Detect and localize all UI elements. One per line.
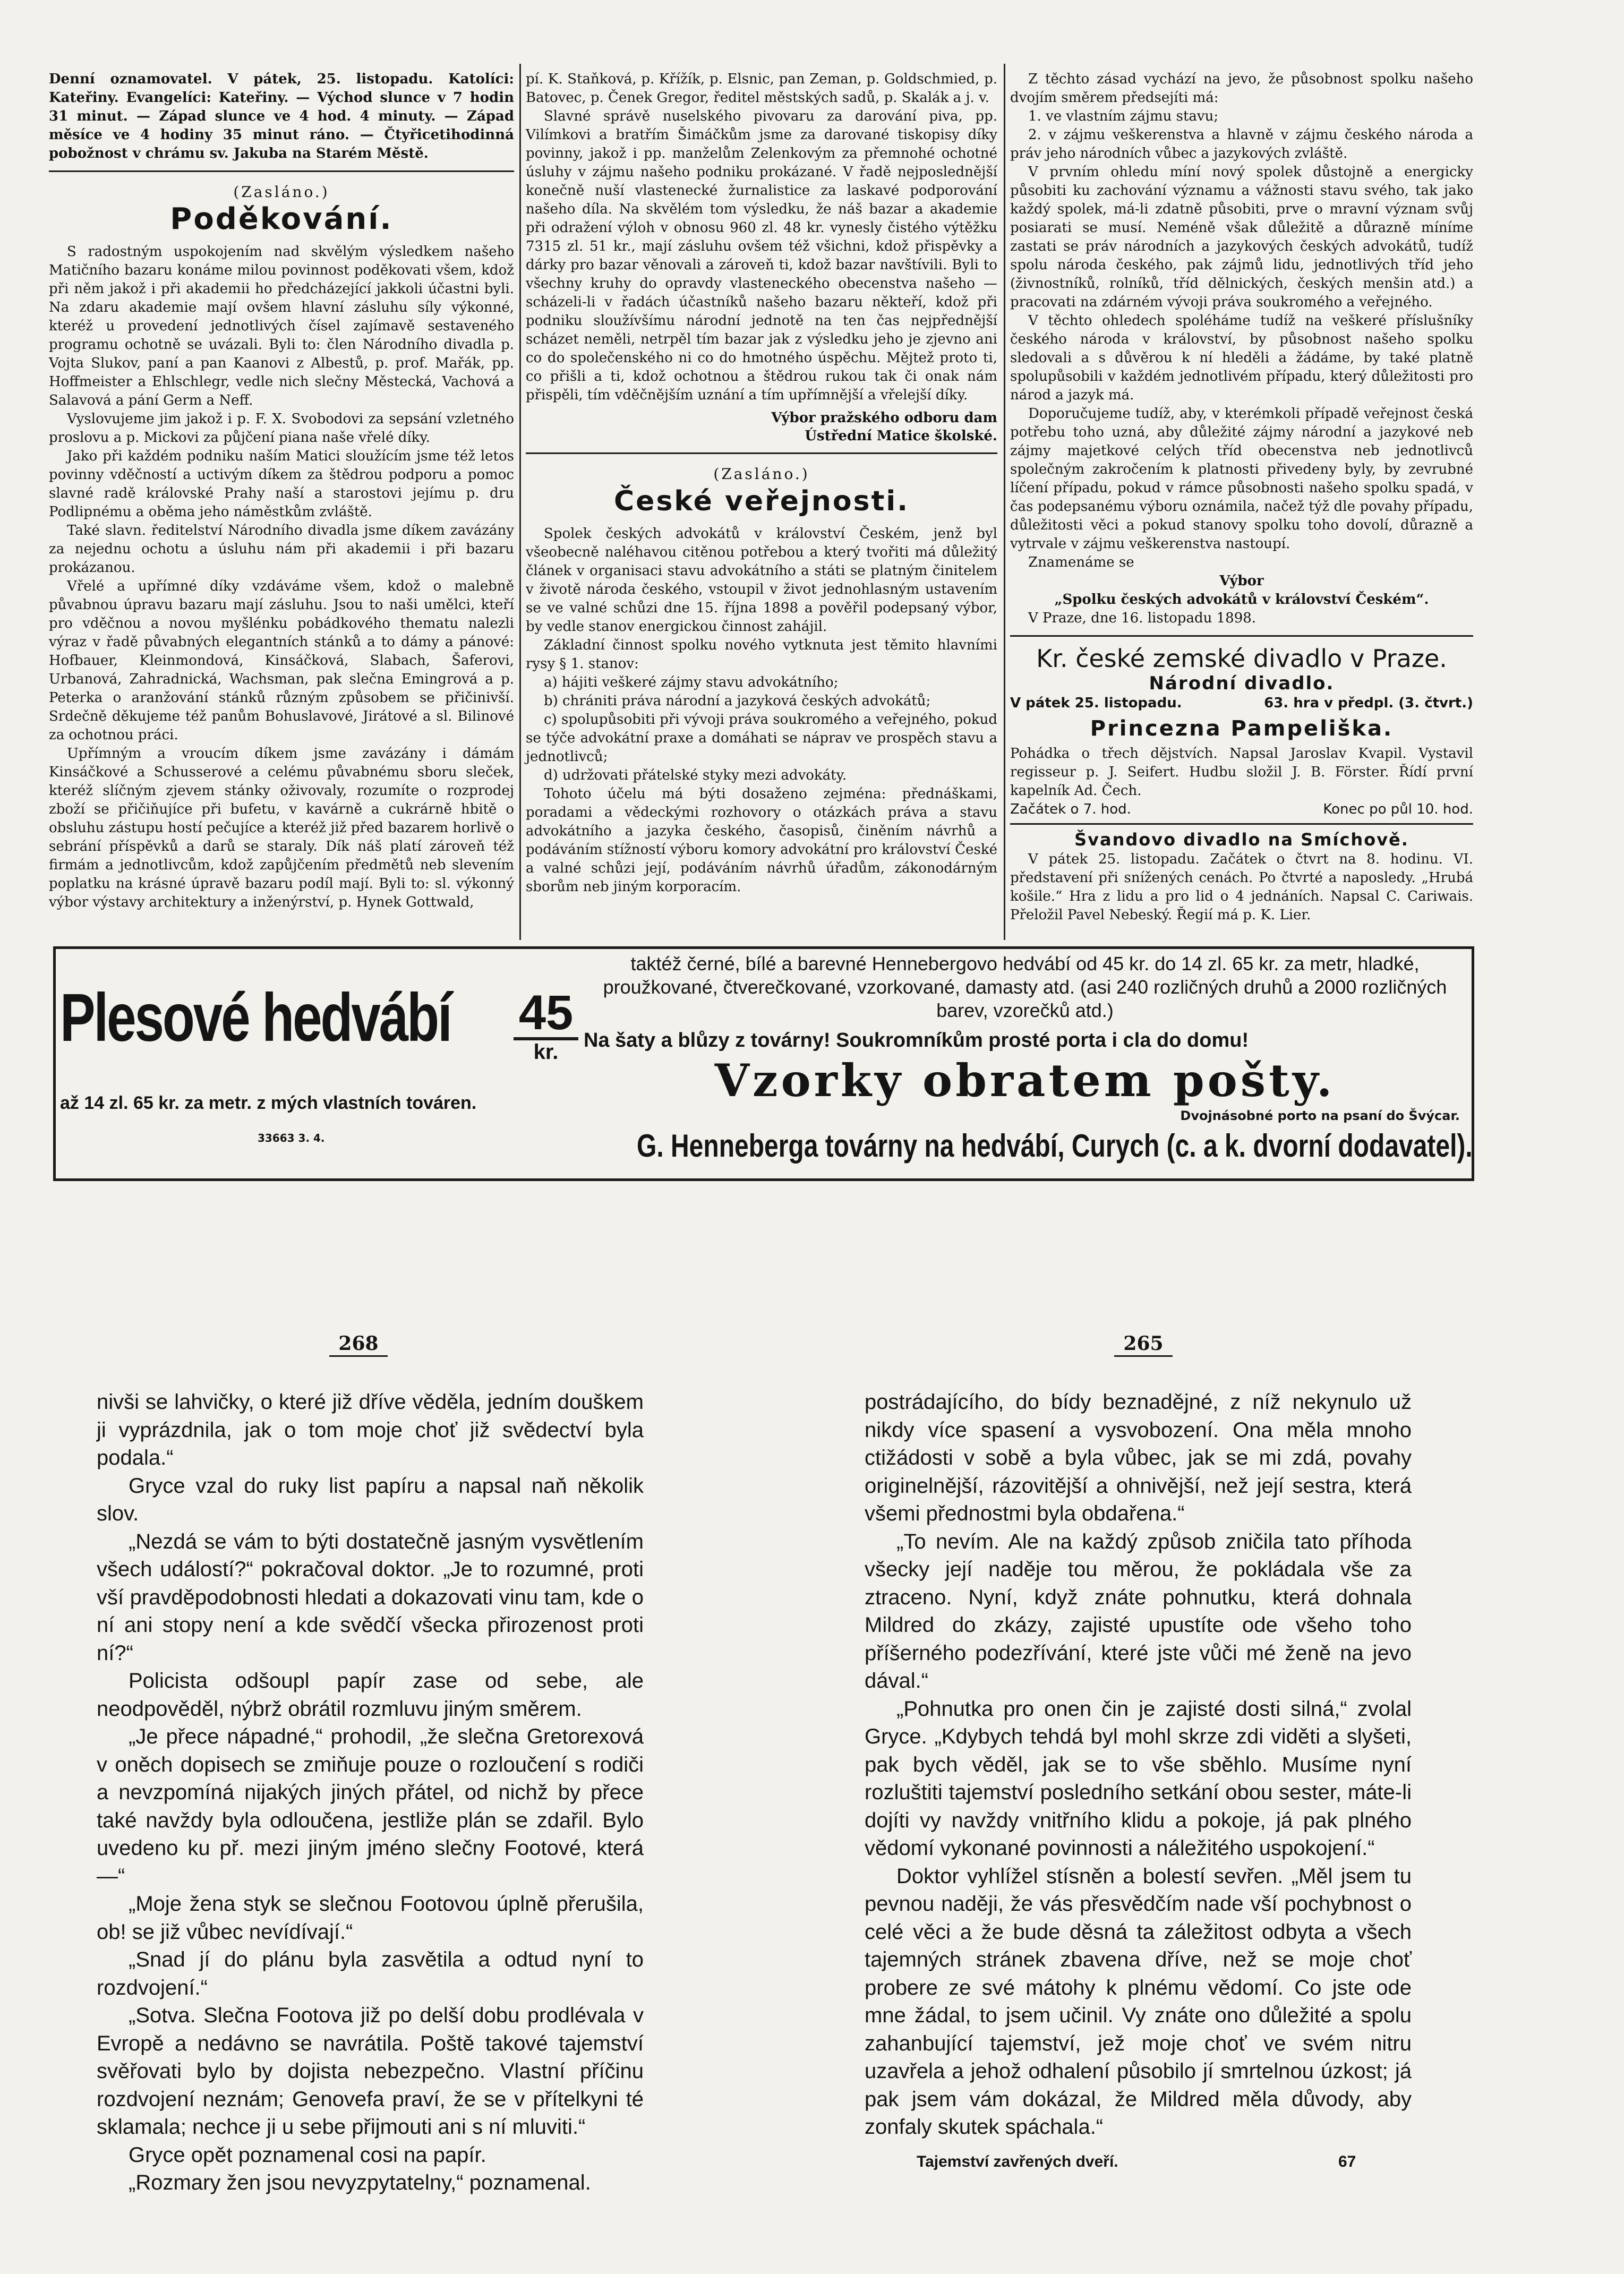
paragraph: V pátek 25. listopadu. Začátek o čtvrt na 8. hodinu. VI. představení při snížených cenách. Po čtvrté a naposledy. „Hrubá košile.“ Hra z lidu a pro lid o 4 jednáních. Napsal C. Cariwais. Přeložil Pavel Nebeský. Řegií má p. K. Lier. (1010, 851, 1473, 923)
ad-code: 33663 3. 4. (258, 1132, 325, 1144)
paragraph: Spolek českých advokátů v království Českém, jenž byl všeobecně naléhavou citěnou potřebou a který tvořiti má důležitý článek v organisaci stavu advokátního a státi se platným činitelem v životě národa českého, vstoupil v život jednohlasným ustavením se ve valné schůzi dne 15. října 1898 a pověřil podepsaný výbor, by vedle stanov energickou činnost zahájil. (526, 526, 997, 635)
novel-page-left (97, 1388, 644, 2197)
silk-advertisement (53, 946, 1474, 1181)
column-divider (519, 64, 521, 940)
column-divider (1004, 64, 1005, 940)
paragraph: 1. ve vlastním zájmu stavu; (1028, 108, 1219, 124)
paragraph: Vyslovujeme jim jakož i p. F. X. Svobodovi za sepsání vzletného proslovu a p. Mickovi za půjčení piana naše vřelé díky. (49, 411, 514, 446)
signature-line: Výbor (1219, 573, 1264, 589)
paragraph: Upřímným a vroucím díkem jsme zavázány i dámám Kinsáčkové a Schusserové a celému půvabnému sboru sleček, kteréž slíčným zjevem stánky oživovaly, rozumíte o rozprodej zboží se přičiňujíce při bufetu, v kavárně a cukrárně hbitě o obsluhu zástupu hostí pečujíce a kteréž již před bazarem horlivě o sebrání příspěvků a darů se staraly. Dík náš platí zároveň též firmám a jednotlivcům, kdož zapůjčením předmětů neb slevením poplatku na krásné úpravě bazaru podíl mají. Byli to: sl. výkonný výbor výstavy architektury a inženýrství, p. Hynek Gottwald, (49, 746, 514, 910)
paragraph: Vřelé a upřímné díky vzdáváme všem, kdož o malebně půvabnou úpravu bazaru mají zásluhu. Jsou to naši umělci, kteří pro vděčnou a novou myšlénku pobádkového thematu nalezli výraz v řadě půvabných elegantních stánků a to dámy a pánové: Hofbauer, Kleinmondová, Kinsáčková, Slabach, Šaferovi, Urbanová, Zahradnická, Wachsman, pak slečna Emingrová a p. Peterka o aranžování stánků různým způsobem se přičinivší. Srdečně děkujeme též panům Bohuslavové, Jirátové a sl. Bilinové za ochotnou práci. (49, 578, 514, 743)
performance-number: 63. hra v předpl. (3. čtvrt.) (1264, 695, 1473, 711)
paragraph: Gryce vzal do ruky list papíru a napsal naň několik slov. (97, 1474, 644, 1525)
zaslano-label: (Zasláno.) (713, 465, 810, 483)
column-1 (49, 70, 514, 912)
public-heading: České veřejnosti. (614, 485, 909, 517)
performance-date: V pátek 25. listopadu. (1010, 695, 1182, 711)
theatre-heading: Švandovo divadlo na Smíchově. (1074, 830, 1409, 850)
theatre-heading: Kr. české zemské divadlo v Praze. (1036, 644, 1447, 673)
paragraph: Znamenáme se (1028, 554, 1134, 570)
signature-line: Ústřední Matice školské. (805, 428, 997, 444)
signature (526, 409, 997, 445)
paragraph: d) udržovati přátelské styky mezi advokáty. (544, 767, 847, 783)
ad-factory-line: Na šaty a blůzy z továrny! Soukromníkům prosté porta i cla do domu! (584, 1029, 1249, 1051)
paragraph: „Rozmary žen jsou nevyzpytatelny,“ poznamenal. (129, 2171, 591, 2194)
paragraph: V prvním ohledu míní nový spolek důstojně a energicky působiti ku zachování významu a vážnosti stavu svého, tak jako každý spolek, má-li zdatně působiti, prve o mravní význam svůj posiarati se musí. Neméně však důležitě a důrazně míníme zastati se práv národních a jazykových českých advokátů, tudíž spolu národa českého, pak zájmů lidu, jednotlivých tříd jeho (živnostníků, rolníků, tříd dělnických, českých menšin atd.) a pracovati na zdárném vývoji práva soukromého a veřejného. (1010, 164, 1473, 310)
paragraph: postrádajícího, do bídy beznadějné, z níž nekynulo už nikdy více spasení a vysvobození. Ona měla mnoho ctižádosti v sobě a byla vůbec, jak se mi zdá, povahy originelnější, rázovitější a ohnivější, než její sestra, která všemi přednostmi byla obdařena.“ (865, 1390, 1412, 1525)
paragraph: „Moje žena styk se slečnou Footovou úplně přerušila, ob! se již vůbec nevídívají.“ (97, 1892, 644, 1944)
ad-price-unit: kr. (514, 1037, 578, 1064)
thanks-heading: Poděkování. (170, 202, 393, 236)
novel-footer-title: Tajemství zavřených dveří. (917, 2153, 1118, 2170)
performance-info (1010, 694, 1473, 713)
paragraph: Jako při každém podniku naším Matici sloužícím jsme též letos povinny vděčností a uctivým díkem za štědrou podporu a pomoc slavné radě královské Prahy naší a starostovi jejímu p. dru Podlipnému a oběma jeho náměstkům zvláště. (49, 448, 514, 520)
daily-notice: Denní oznamovatel. V pátek, 25. listopadu. Katolíci: Kateřiny. Evangelíci: Kateřiny. — Východ slunce v 7 hodin 31 minut. — Západ slunce ve 4 hod. 4 minuty. — Západ měsíce ve 4 hodiny 35 minut ráno. — Čtyřicetihodinná pobožnost v chrámu sv. Jakuba na Starém Městě. (49, 71, 514, 161)
paragraph: Slavné správě nuselského pivovaru za darování piva, pp. Vilímkovi a bratřím Šimáčkům jsme za darované tiskopisy díky povinny, jakož i pp. manželům Zelenkovým za přemnohé ochotné úsluhy v zájmu našeho podniku prokázané. V řadě nejposlednější konečně nuší vlastenecké žurnalistice za laskavé podporování našeho díla. Na skvělém tom výsledku, že náš bazar a akademie při odražení výloh v obnosu 960 zl. 48 kr. vynesly čistého výtěžku 7315 zl. 51 kr., mají zásluhu ovšem též všichni, kdož přispěvky a dárky pro bazar věnovali a zároveň ti, kdož bazar navštívili. Byli to všechny kruhy do opravdy vlasteneckého obecenstva našeho — scházeli-li v řadách účastníků našeho bazaru někteří, kdož při podniku sloužívšímu národní jednotě na ten čas nejpřednější scházet neměli, netrpěl tím bazar jak z výsledku jeho je zjevno ani co do společenského ni co do hmotného úspěchu. Mějtež proto ti, co přišli a ti, kdož ochotnou a štědrou rukou tak či onak nám přispěli, tím vděčnějším uznání a tím upřímnější a vřelejší díky. (526, 108, 997, 403)
paragraph: S radostným uspokojením nad skvělým výsledkem našeho Matičního bazaru konáme milou povinnost poděkovati všem, kdož při něm jakož i při akademii ho předcházející jakkoli účastni byli. Na zdaru akademie mají ovšem hlavní zásluhu síly výkonné, kteréž u provedení jednotlivých čísel zajímavě sestaveného programu ochotně se uvázali. Byli to: člen Národního divadla p. Vojta Slukov, paní a pan Kaanovi z Albestů, p. prof. Mařák, pp. Hoffmeister a Ehlschlegr, vedle nich slečny Městecká, Vachová a Salavová a pání Germ a Neff. (49, 244, 514, 408)
paragraph: pí. K. Staňková, p. Křížík, p. Elsnic, pan Zeman, p. Goldschmied, p. Batovec, p. Čenek Gregor, ředitel městských sadů, p. Skalák a j. v. (526, 71, 997, 106)
paragraph: Tohoto účelu má býti dosaženo zejména: přednáškami, poradami a vědeckými rozhovory o otázkách práva a stavu advokátního a jazyka českého, časopisů, činěním návrhů a podáváním stížností výboru komory advokátní pro království České a valné schůzi její, podáváním návrhů úřadům, zákonodárným sborům neb jiným korporacím. (526, 786, 997, 895)
paragraph: „Snad jí do plánu byla zasvětila a odtud nyní to rozdvojení.“ (97, 1948, 644, 1999)
page-number-right: 265 (1114, 1332, 1173, 1357)
paragraph: Doktor vyhlížel stísněn a bolestí sevřen. „Měl jsem tu pevnou naději, že vás přesvědčím nade vší pochybnost o celé věci a že bude děsná ta záležitost odbyta a všech tajemných stránek zbavena dříve, než se moje choť probere ze své mátohy k plnému vědomí. Co jste ode mne žádal, to jsem učinil. Vy znáte ono důležité a spolu zahanbující tajemství, jež moje choť ve svém nitru uzavřela a jehož odhalení působilo jí smrtelnou úzkost; já pak jsem vám dokázal, že Mildred měla důvody, aby zonfaly skutek spáchala.“ (865, 1864, 1412, 2139)
paragraph: Také slavn. ředitelství Národního divadla jsme díkem zavázány za nejednu ochotu a úsluhu nám při akademii i při bazaru prokázanou. (49, 523, 514, 576)
paragraph: „Je přece nápadné,“ prohodil, „že slečna Gretorexová v oněch dopisech se zmiňuje pouze o rozloučení s rodiči a nevzpomíná nijakých jiných přátel, od nichž by přece také navždy byla odloučena, jestliže plán se zdařil. Bylo uvedeno ku př. mezi jiným jméno slečny Footové, která —“ (97, 1725, 644, 1888)
paragraph: Gryce opět poznamenal cosi na papír. (129, 2143, 486, 2167)
ad-price: 45 (518, 986, 574, 1040)
divider (1010, 823, 1473, 825)
signature-line: Výbor pražského odboru dam (771, 410, 997, 426)
paragraph: c) spolupůsobiti při vývoji práva soukromého a veřejného, pokud se týče advokátní praxe a domáhati se náprav ve prospěch stavu a jednotlivců; (526, 712, 997, 765)
end-time: Konec po půl 10. hod. (1323, 801, 1473, 817)
paragraph: „Nezdá se vám to býti dostatečně jasným vysvětlením všech událostí?“ pokračoval doktor. „Je to rozumné, proti vší pravděpodobnosti hledati a dokazovati vinu tam, kde o ní ani stopy není a kde svědčí všecka přirozenost proti ní?“ (97, 1529, 644, 1665)
paragraph: V těchto ohledech spoléháme tudíž na veškeré příslušníky českého národa v království, by působnost našeho spolku sledovali a s důvěrou k ní hleděli a žádáme, by také platně spolupůsobili v každém jednotlivém případu, který důležitosti pro národ a jazyk má. (1010, 313, 1473, 403)
paragraph: „Pohnutka pro onen čin je zajisté dosti silná,“ zvolal Gryce. „Kdybych tehdá byl mohl skrze zdi viděti a slyšeti, pak bych věděl, jak se to vše sběhlo. Musíme nyní rozluštiti tajemství posledního setkání obou sester, máte-li dojíti vy navždy vnitřního klidu a pokoje, já pak plného vědomí vykonané povinnosti a náležitého uspokojení.“ (865, 1697, 1412, 1860)
play-description: Pohádka o třech dějstvích. Napsal Jaroslav Kvapil. Vystavil regisseur p. J. Seifert. Hudbu složil J. B. Förster. Řídí první kapelník Ad. Čech. (1010, 746, 1473, 799)
paragraph: Z těchto zásad vychází na jevo, že působnost spolku našeho dvojím směrem předsejíti má: (1010, 71, 1473, 106)
ad-samples: Vzorky obratem pošty. (714, 1054, 1336, 1107)
divider (49, 170, 514, 172)
novel-page-right (865, 1388, 1412, 2141)
signature (1010, 572, 1473, 609)
paragraph: a) hájiti veškeré zájmy stavu advokátního; (544, 674, 839, 690)
theatre-subheading: Národní divadlo. (1149, 673, 1335, 694)
column-3 (1010, 70, 1473, 925)
paragraph: „Sotva. Slečna Footova již po delší dobu prodlévala v Evropě a nedávno se navrátila. Poště takové tajemství svěřovati bylo by dojista nebezpečno. Vlastní příčinu rozdvojení neznám; Genovefa praví, že se v přítelkyni té sklamala; nechce ji u sebe přijmouti ani s ní mluviti.“ (97, 2004, 644, 2139)
date-line: V Praze, dne 16. listopadu 1898. (1028, 610, 1257, 626)
paragraph: nivši se lahvičky, o které již dříve věděla, jedním douškem ji vyprázdnila, jak o tom moje choť již svědectví byla podala.“ (97, 1390, 644, 1469)
paragraph: Policista odšoupl papír zase od sebe, ale neodpověděl, nýbrž obrátil rozmluvu jiným směrem. (97, 1669, 644, 1721)
start-time: Začátek o 7. hod. (1010, 801, 1131, 817)
ad-porto: Dvojnásobné porto na psaní do Švýcar. (1180, 1108, 1460, 1123)
zaslano-label: (Zasláno.) (233, 183, 330, 201)
ad-left-line: až 14 zl. 65 kr. za metr. z mých vlastních továren. (60, 1093, 477, 1113)
paragraph: Základní činnost spolku nového vytknuta jest těmito hlavními rysy § 1. stanov: (526, 637, 997, 672)
ad-price-box (514, 988, 578, 1064)
column-2 (526, 70, 997, 896)
signature-line: „Spolku českých advokátů v království Českém“. (1054, 592, 1429, 608)
paragraph: 2. v zájmu veškerenstva a hlavně v zájmu českého národa a práv jeho národních vůbec a jazykových zvláště. (1010, 127, 1473, 161)
ad-description: taktéž černé, bílé a barevné Hennebergovo hedvábí od 45 kr. do 14 zl. 65 kr. za metr, hladké, proužkované, čtverečkované, vzorkované, damasty atd. (asi 240 rozličných druhů a 2000 rozličných barev, vzorečků atd.) (603, 953, 1447, 1021)
divider (1010, 635, 1473, 637)
paragraph: Doporučujeme tudíž, aby, v kterémkoli případě veřejnost česká potřebu toho uzná, aby důležité zájmy národní a jazykové neb zájmy majetkové celých tříd obecenstva neb jednotlivců společným zakročením k platnosti přivedeny byly, by zevrubné líčení případu, pokud v rámce působnosti našeho spolku spadá, v čas podepsanému výboru oznámila, načež týž dle povahy případu, důležitosti věci a pokud stanovy spolku toho dovolí, důrazně a vytrvale v zájmu veškerenstva nastoupí. (1010, 406, 1473, 552)
paragraph: „To nevím. Ale na každý způsob zničila tato příhoda všecky její naděje tou měrou, že pokládala vše za ztraceno. Nyní, když znáte pohnutku, která dohnala Mildred do zkázy, zajisté upustíte ode všeho toho příšerného podezřívání, které jste vůči mé ženě na jevo dával.“ (865, 1529, 1412, 1692)
performance-times (1010, 800, 1473, 819)
paragraph: b) chrániti práva národní a jazyková českých advokátů; (544, 693, 931, 709)
ad-title: Plesové hedvábí (60, 980, 451, 1056)
play-title: Princezna Pampeliška. (1090, 716, 1394, 741)
divider (526, 452, 997, 454)
page-number-left: 268 (329, 1332, 388, 1357)
ad-company: G. Henneberga továrny na hedvábí, Curych (c. a k. dvorní dodavatel). (637, 1128, 1473, 1164)
novel-footer-number: 67 (1338, 2153, 1356, 2170)
